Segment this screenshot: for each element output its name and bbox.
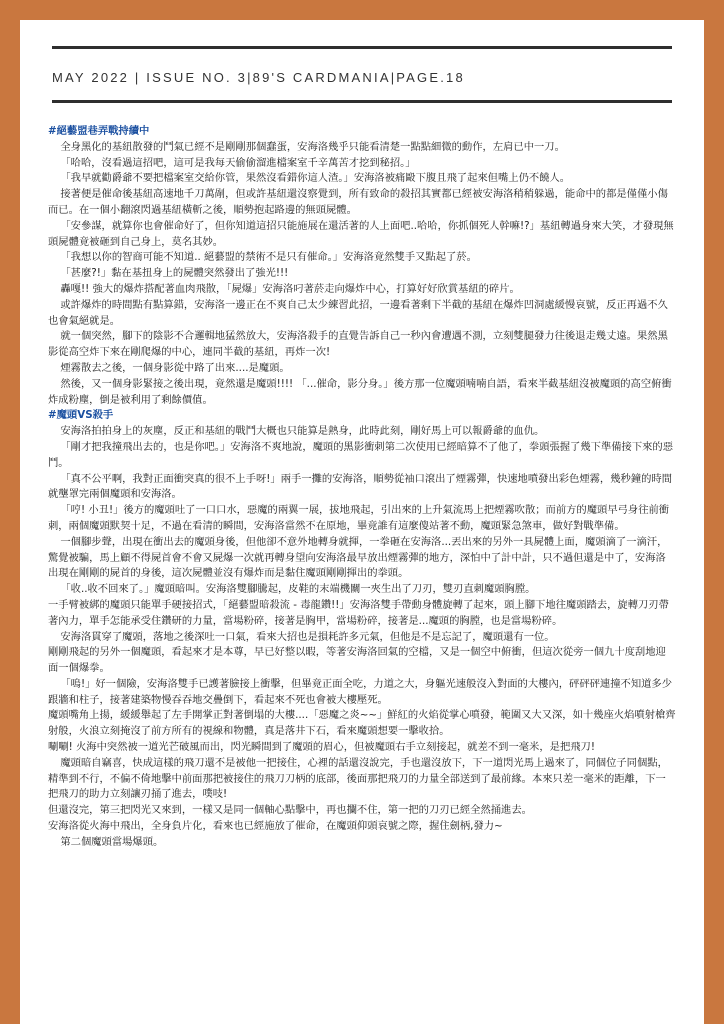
article-paragraph: 一手臂被綁的魔頭只能單手硬接招式，「絕藝盟暗殺流 - 毒龍鑽!!」安海洛雙手帶動身體旋轉了起來，頭上腳下地往魔頭踏去，旋轉刀刃帶著內力，單手怎能承受住鑽研的力量，當場粉碎，接著是胸甲，當場粉碎，接著是...魔頭的胸膛，也是當場粉碎。 <box>48 598 669 627</box>
article-paragraph: 「真不公平啊，我對正面衝突真的很不上手呀!」兩手一攤的安海洛，順勢從袖口滾出了煙霧彈，快速地噴發出彩色煙霧，幾秒鐘的時間就壟罩完兩個魔頭和安海洛。 <box>48 472 673 501</box>
article-paragraph: 然後，又一個身影緊接之後出現，竟然還是魔頭!!!! 「...催命，影分身。」後方那一位魔頭喃喃自語，看來半截基紐沒被魔頭的高空俯衝炸成粉塵，倒是被利用了剩餘價值。 <box>48 377 672 406</box>
header-bottom-rule <box>52 100 672 103</box>
article-paragraph: 煙霧散去之後，一個身影從中路了出來....是魔頭。 <box>60 361 290 374</box>
issue-header: MAY 2022 | ISSUE NO. 3|89'S CARDMANIA|PAGE.18 <box>52 70 465 85</box>
article-paragraph: 或許爆炸的時間點有點算錯，安海洛一邊正在不爽自己太少練習此招，一邊看著剩下半截的基紐在爆炸凹洞處緩慢哀號，反正再過不久也會氣絕就是。 <box>48 298 668 327</box>
section-heading: #絕藝盟巷弄戰持續中 <box>48 125 150 137</box>
article-paragraph: 轟嘎!! 強大的爆炸搭配著血肉飛散，「屍爆」安海洛叼著菸走向爆炸中心，打算好好欣賞基紐的碎片。 <box>60 282 520 295</box>
article-paragraph: 「哈哈，沒看過這招吧，這可是我每天偷偷溜進檔案室千辛萬苦才挖到秘招。」 <box>60 156 416 169</box>
article-paragraph: 「收..收不回來了。」魔頭暗叫。安海洛雙腳騰起，皮鞋的末端機關一夾生出了刀刃，雙刃直刺魔頭胸膛。 <box>60 583 536 596</box>
article-paragraph: 安海洛貫穿了魔頭，落地之後深吐一口氣，看來大招也是損耗許多元氣，但他是不是忘記了，魔頭還有一位。 <box>60 630 555 643</box>
article-paragraph: 「我早就勸爵爺不要把檔案室交給你管，果然沒看錯你這人渣。」安海洛被痛毆下腹且飛了起來但嘴上仍不饒人。 <box>60 172 571 185</box>
article-paragraph: 魔頭暗自竊喜，快成這樣的飛刀還不是被他一把接住，心裡的話還沒說完，手也還沒放下，下一道閃光馬上過來了，同個位子同個點，精準到不行，不偏不倚地擊中前面那把被接住的飛刀刀柄的底部，後面那把飛刀的力量全部送到了最前緣。本來只差一毫米的距離，下一把飛刀的助力立刻讓刃捅了進去，噗吱! <box>48 756 668 801</box>
section-heading: #魔頭VS殺手 <box>48 409 114 422</box>
article-paragraph: 安海洛拍拍身上的灰塵，反正和基紐的戰鬥大概也只能算是熱身，此時此刻，剛好馬上可以報爵爺的血仇。 <box>60 425 545 438</box>
article-paragraph: 「安參謀，就算你也會催命好了，但你知道這招只能施展在還活著的人上面吧..哈哈，你抓個死人幹嘛!?」基紐轉過身來大笑，才發現無頭屍體竟被砸到自己身上，莫名其妙。 <box>48 219 674 248</box>
article-paragraph: 就一個突然，腳下的陰影不合邏輯地猛然放大，安海洛殺手的直覺告訴自己一秒內會遭遇不測，立刻雙腿發力往後退走幾丈遠。果然黑影從高空炸下來在剛爬爆的中心，連同半截的基紐，再炸一次! <box>48 330 668 359</box>
article-paragraph: 但還沒完，第三把閃光又來到，一樣又是同一個軸心點擊中，再也攔不住，第一把的刀刃已經全然捅進去。 <box>48 804 532 817</box>
article-paragraph: 全身黑化的基紐散發的鬥氣已經不是剛剛那個蠢蛋，安海洛幾乎只能看清楚一點點細微的動作，左肩已中一刀。 <box>60 140 565 153</box>
article-paragraph: 第二個魔頭當場爆頭。 <box>60 835 164 848</box>
article-paragraph: 接著便是催命後基紐高速地千刀萬剮，但或許基紐還沒察覺到，所有致命的殺招其實都已經被安海洛稍稍躲過，能命中的都是僅僅小傷而已。在一個小翻滾閃過基紐橫斬之後，順勢抱起路邊的無頭屍體。 <box>48 188 668 216</box>
article-paragraph: 「剛才把我撞飛出去的，也是你吧。」安海洛不爽地說，魔頭的黑影衝刺第二次使用已經暗算不了他了，拳頭張握了幾下準備接下來的惡鬥。 <box>48 440 674 469</box>
article-paragraph: 「我想以你的智商可能不知道.. 絕藝盟的禁術不是只有催命。」安海洛竟然雙手又點起了菸。 <box>60 251 477 264</box>
article-paragraph: 「哼! 小丑!」後方的魔頭吐了一口口水，惡魔的兩翼一展，拔地飛起，引出來的上升氣流馬上把煙霧吹散；而前方的魔頭早弓身往前衝刺，兩個魔頭默契十足，不過在看清的瞬間，安海洛當然不在原地，畢竟誰有這麼傻站著不動，魔頭緊急煞車，做好對戰準備。 <box>48 504 670 532</box>
article-paragraph: 剛剛飛起的另外一個魔頭，看起來才是本尊，早已好整以暇，等著安海洛回氣的空檔，又是一個空中俯衝，但這次從旁一個九十度刮地迎面一個爆拳。 <box>48 646 666 675</box>
magazine-page <box>20 20 704 1024</box>
article-paragraph: 「甚麼?!」黏在基扭身上的屍體突然發出了強光!!! <box>60 267 289 280</box>
article-paragraph: 一個腳步聲，出現在衝出去的魔頭身後，但他卻不意外地轉身就揮，一拳砸在安海洛...丟出來的另外一具屍體上面，魔頭滴了一滴汗，驚覺被騙，馬上顧不得屍首會不會又屍爆一次就再轉身望向安海洛最早放出煙霧彈的地方，深怕中了計中計，只不過但還是中了，安海洛出現在剛剛的屍首的身後，這次屍體並沒有爆炸而是黏住魔頭剛剛揮出的拳頭。 <box>48 535 668 580</box>
article-paragraph: 魔頭嘴角上揚，緩緩舉起了左手開掌正對著倒塌的大樓....「惡魔之炎~~」鮮紅的火焰從掌心噴發，範圍又大又深，如十幾座火焰噴射槍齊射般，火浪立刻掩沒了前方所有的視線和物體，真是落井下石，看來魔頭想要一擊收拾。 <box>48 709 676 738</box>
article-body <box>48 124 676 851</box>
article-paragraph: 「嗚!」好一個險，安海洛雙手已護著臉接上衝擊，但畢竟正面全吃，力道之大，身軀光速般沒入對面的大樓內，砰砰砰連撞不知道多少跟牆和柱子，接著建築物慢吞吞地交疊倒下，看起來不死也會被大樓壓死。 <box>48 677 673 706</box>
header-top-rule <box>52 46 672 49</box>
article-paragraph: 安海洛從火海中飛出，全身負片化，看來也已經施放了催命，在魔頭仰頭哀號之際，握住劍柄,發力~ <box>48 820 503 833</box>
article-paragraph: 唰唰! 火海中突然被一道光芒破風而出，閃光瞬間到了魔頭的眉心，但被魔頭右手立刻接起，就差不到一毫米，是把飛刀! <box>48 741 595 754</box>
